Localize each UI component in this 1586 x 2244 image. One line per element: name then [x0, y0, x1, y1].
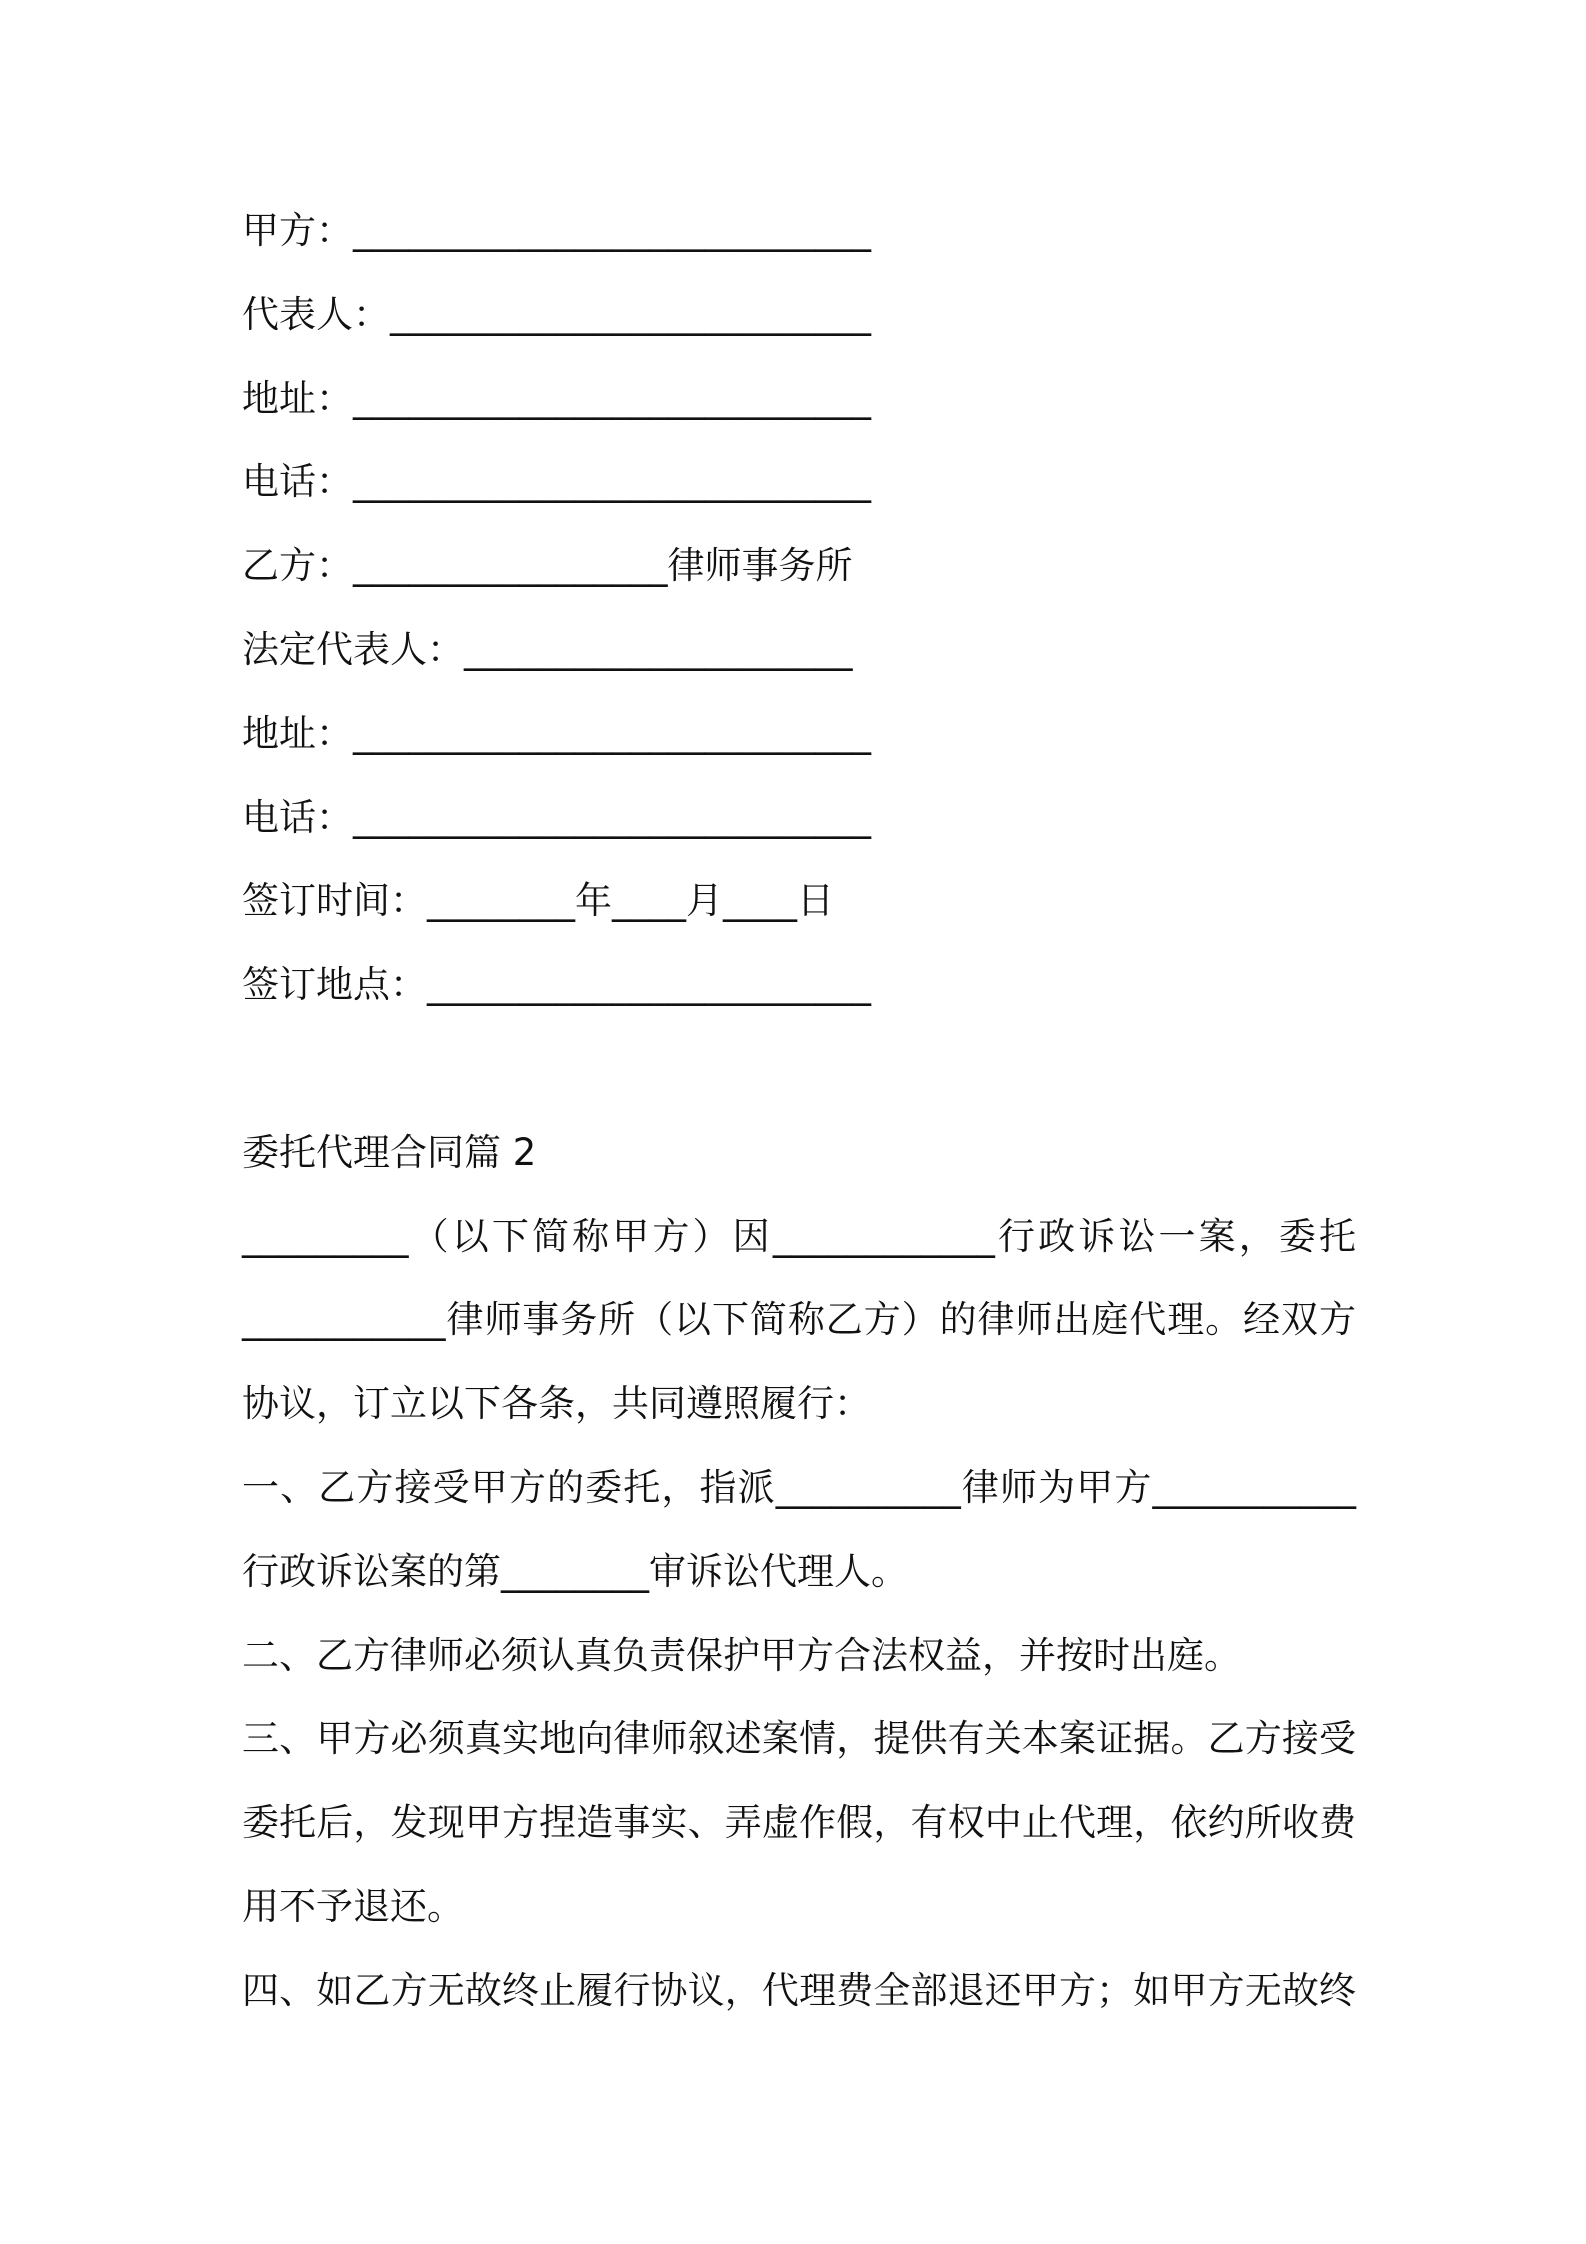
party-b-legal-representative-line: 法定代表人：_____________________ — [242, 627, 853, 671]
clause-1-line: 一、乙方接受甲方的委托，指派__________律师为甲方___________ — [242, 1465, 1356, 1509]
contract-text-line: _________（以下简称甲方）因____________行政诉讼一案，委托 — [242, 1214, 1356, 1258]
clause-4-line: 四、如乙方无故终止履行协议，代理费全部退还甲方；如甲方无故终 — [242, 1968, 1356, 2012]
signing-place-line: 签订地点：________________________ — [242, 963, 871, 1007]
document-page — [242, 189, 1356, 2033]
clause-3-line: 委托后，发现甲方捏造事实、弄虚作假，有权中止代理，依约所收费 — [242, 1801, 1356, 1845]
party-a-phone-line: 电话：____________________________ — [242, 460, 871, 504]
section-title: 委托代理合同篇 2 — [242, 1130, 537, 1174]
party-a-address-line: 地址：____________________________ — [242, 376, 871, 420]
party-a-line: 甲方：____________________________ — [242, 209, 871, 252]
party-b-address-line: 地址：____________________________ — [242, 711, 871, 755]
blank-spacer — [242, 1027, 1356, 1111]
clause-2-line: 二、乙方律师必须认真负责保护甲方合法权益，并按时出庭。 — [242, 1633, 1241, 1677]
party-b-phone-line: 电话：____________________________ — [242, 795, 871, 839]
clause-3-line: 用不予退还。 — [242, 1884, 464, 1928]
clause-3-line: 三、甲方必须真实地向律师叙述案情，提供有关本案证据。乙方接受 — [242, 1717, 1356, 1761]
contract-text-line: ___________律师事务所（以下简称乙方）的律师出庭代理。经双方 — [242, 1298, 1356, 1342]
party-b-line: 乙方：_________________律师事务所 — [242, 544, 853, 588]
clause-1-line: 行政诉讼案的第________审诉讼代理人。 — [242, 1549, 908, 1593]
party-a-representative-line: 代表人：__________________________ — [242, 292, 871, 336]
signing-date-line: 签订时间：________年____月____日 — [242, 879, 834, 923]
contract-text-line: 协议，订立以下各条，共同遵照履行： — [242, 1382, 871, 1426]
